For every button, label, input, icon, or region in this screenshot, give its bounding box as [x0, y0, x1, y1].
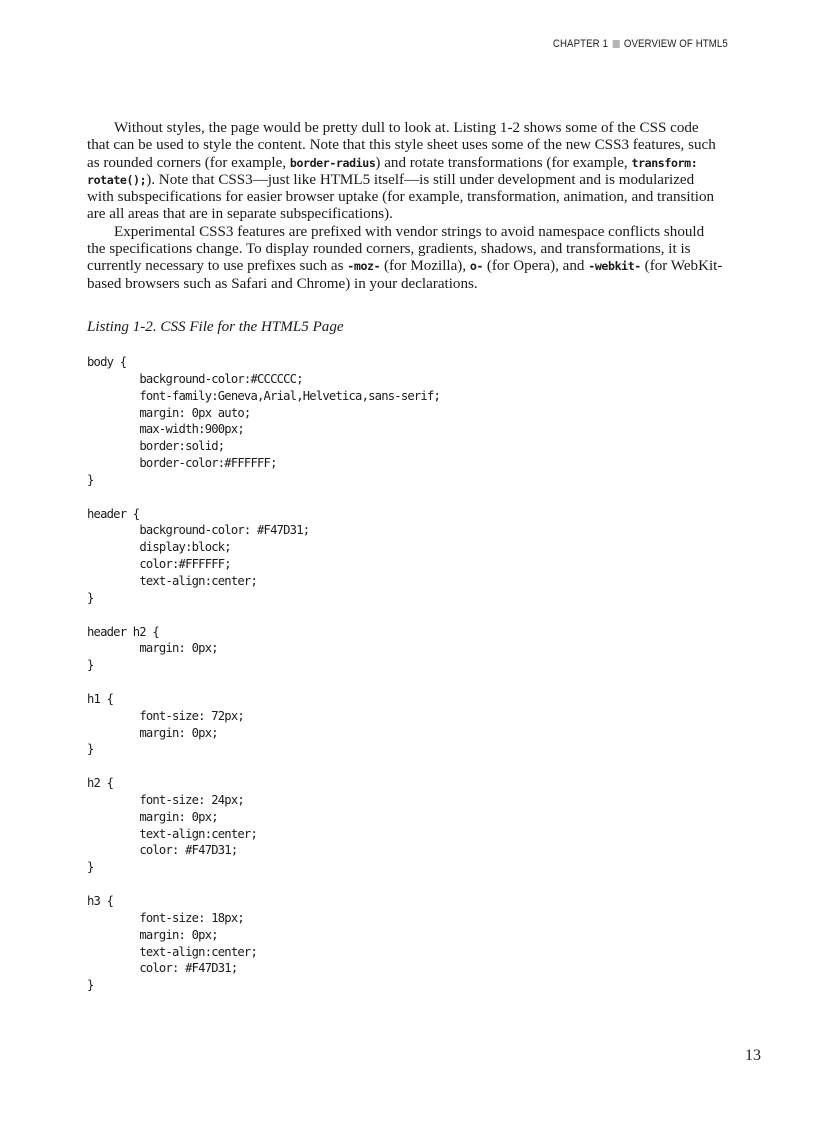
chapter-label: CHAPTER 1 [552, 38, 609, 50]
inline-code: o- [469, 259, 484, 274]
code-listing: body { background-color:#CCCCCC; font-family:Geneva,Arial,Helvetica,sans-serif; margin: 0px auto; max-width:900px; border:solid; border-color:#FFFFFF; } header { background-color: #F47D31; display:block; color:#FFFFFF; text-align:center; } header h2 { margin: 0px; } h1 { font-size: 72px; margin: 0px; } h2 { font-size: 24px; margin: 0px; text-align:center; color: #F47D31; } h3 { font-size: 18px; margin: 0px; text-align:center; color: #F47D31; } [87, 355, 441, 993]
paragraph [87, 120, 723, 224]
running-head [553, 38, 728, 50]
text-segment: ) and rotate transformations (for example, [375, 154, 632, 171]
text-segment: Without styles, the page would be pretty dull to look at. Listing 1-2 shows some of the CSS code that can be used to style the content. Note that this style sheet uses some of the new CSS3 features, such as rounded corners (for example, [87, 120, 716, 171]
body-text [87, 120, 723, 293]
inline-code: border-radius [289, 155, 376, 170]
paragraph [87, 224, 723, 293]
separator-square-icon [613, 40, 620, 48]
page-number: 13 [745, 1047, 761, 1064]
inline-code: -webkit- [588, 259, 641, 274]
text-segment: (for Opera), and [483, 258, 589, 275]
text-segment: (for WebKit-based browsers such as Safari and Chrome) in your declarations. [87, 258, 723, 292]
chapter-title: OVERVIEW OF HTML5 [623, 38, 728, 50]
text-segment: Experimental CSS3 features are prefixed with vendor strings to avoid namespace conflicts should the specifications change. To display rounded corners, gradients, shadows, and transformations, it is currently necessary to use prefixes such as [87, 223, 705, 275]
listing-caption: Listing 1-2. CSS File for the HTML5 Page [87, 319, 344, 335]
inline-code: -moz- [347, 259, 381, 274]
text-segment: (for Mozilla), [380, 258, 470, 275]
inline-code: transform: rotate(); [87, 155, 698, 187]
text-segment: ). Note that CSS3—just like HTML5 itself—is still under development and is modularized with subspecifications for easier browser uptake (for example, transformation, animation, and transition are all areas that are in separate subspecifications). [87, 171, 715, 223]
